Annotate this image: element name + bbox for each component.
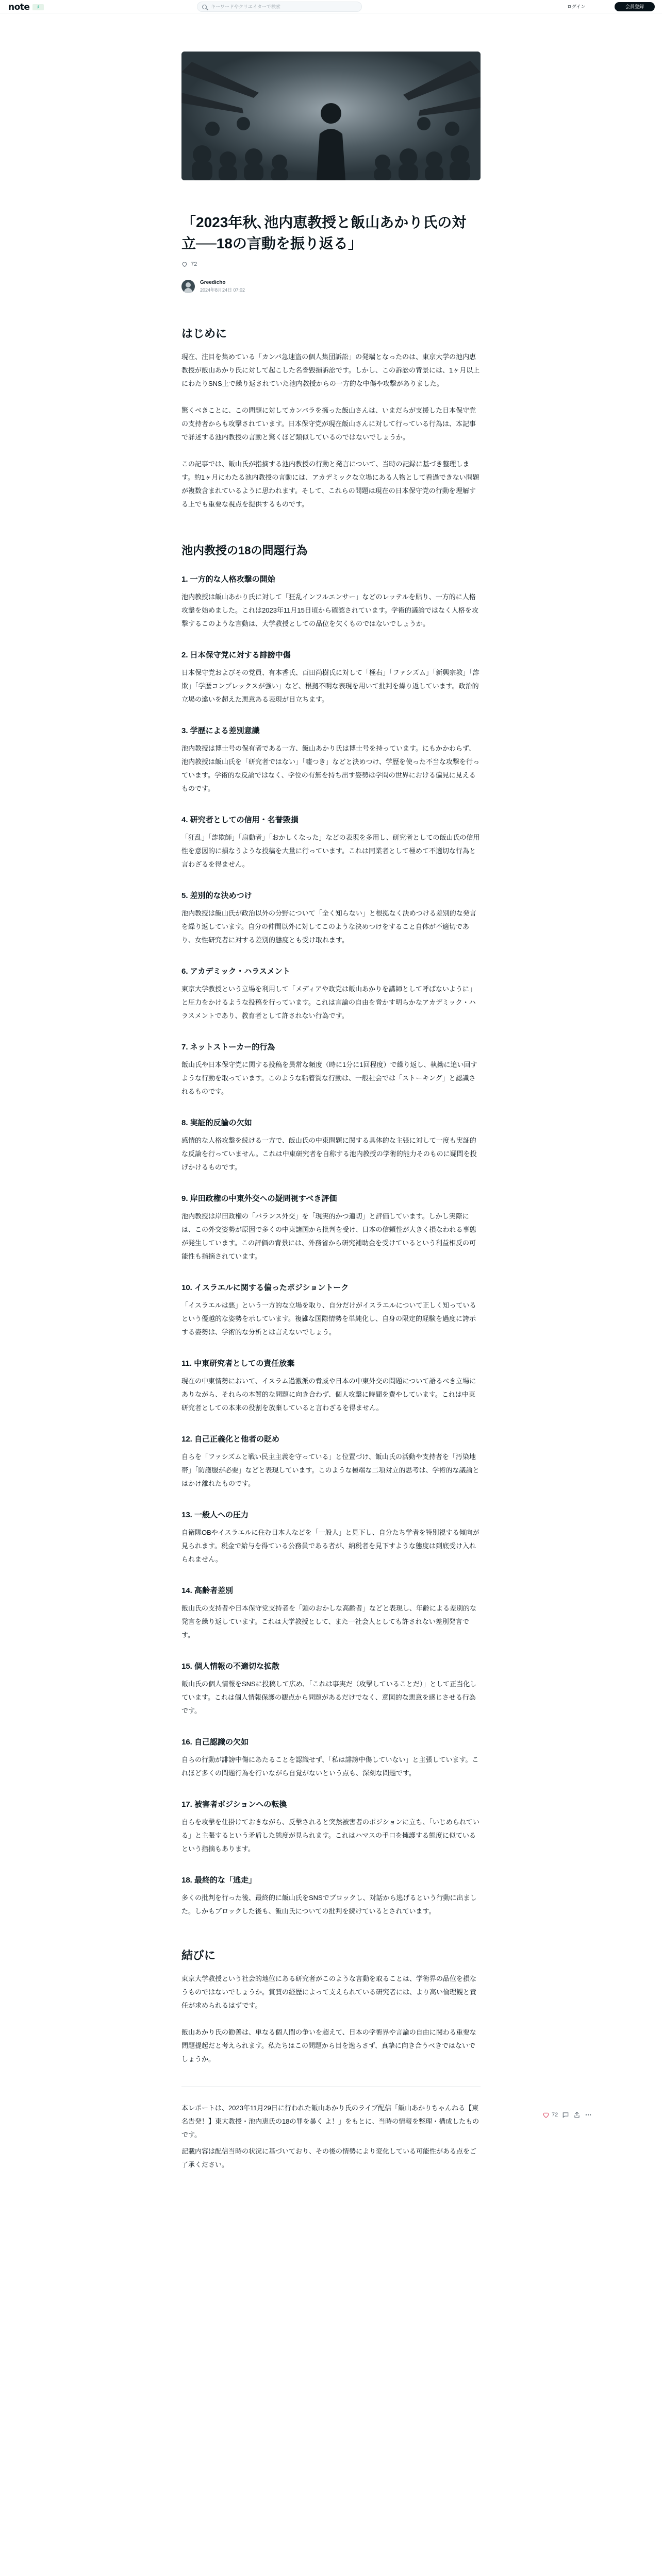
issue-item [181, 1041, 481, 1098]
conclusion-paragraph: 東京大学教授という社会的地位にある研究者がこのような言動を取ることは、学術界の品位を損なうものではないでしょうか。賞賛の経歴によって支えられている研究者には、より高い倫理観と責任が求められるはずです。 [181, 1975, 477, 2010]
issue-item [181, 573, 481, 631]
issue-item [181, 1874, 481, 1918]
issue-text: 池内教授は博士号の保有者である一方、飯山あかり氏は博士号を持っています。にもかかわらず、池内教授は飯山氏を「研究者ではない」「嘘つき」などと決めつけ、学歴を使った不当な攻撃を行っています。学術的な反論ではなく、学位の有無を持ち出す姿勢は学問の世界における偏見に見えるものです。 [181, 744, 479, 793]
comment-icon[interactable] [562, 2111, 569, 2119]
issue-title: 1. 一方的な人格攻撃の開始 [181, 575, 275, 584]
article-container [181, 52, 481, 2172]
issue-text: 池内教授は飯山あかり氏に対して「狂乱インフルエンサー」などのレッテルを貼り、一方的に人格攻撃を始めました。これは2023年11月15日頃から確認されています。学術的議論ではなく人格を攻撃するこのような言動は、大学教授としての品位を欠くものではないでしょうか。 [181, 593, 478, 628]
issue-text: 多くの批判を行った後、最終的に飯山氏をSNSでブロックし、対話から逃げるという行動に出ました。しかもブロックした後も、飯山氏についての批判を続けているとされています。 [181, 1894, 477, 1916]
issue-text: 自らを「ファシズムと戦い民主主義を守っている」と位置づけ、飯山氏の活動や支持者を「汚染地帯」「防護服が必要」などと表現しています。このような極端な二項対立的思考は、学術的な議論とはかけ離れたものです。 [181, 1453, 479, 1488]
issue-text: 自らの行動が誹謗中傷にあたることを認識せず、「私は誹謗中傷していない」と主張しています。これほど多くの問題行為を行いながら自覚がないという点も、深刻な問題です。 [181, 1756, 479, 1777]
issue-title: 3. 学歴による差別意識 [181, 726, 260, 736]
author-block[interactable] [181, 280, 481, 293]
issue-title: 9. 岸田政権の中東外交への疑問視すべき評価 [181, 1194, 337, 1204]
intro-paragraph: この記事では、飯山氏が指摘する池内教授の行動と発言について、当時の記録に基づき整理します。約1ヶ月にわたる池内教授の言動には、アカデミックな立場にある人物として看過できない問題が複数含まれているように思われます。そして、これらの問題は現在の日本保守党の行動を理解する上でも重要な視点を提供するものです。 [181, 460, 479, 509]
footnote-section [181, 2087, 481, 2172]
search-icon [202, 5, 207, 9]
conclusion-section [181, 1947, 481, 2066]
issue-item [181, 1282, 481, 1339]
issue-text: 池内教授は飯山氏が政治以外の分野について「全く知らない」と根拠なく決めつける差別的な発言を繰り返しています。自分の仲間以外に対してこのような決めつけをすること自体が不適切であり、女性研究者に対する差別的態度とも受け取れます。 [181, 909, 476, 944]
conclusion-paragraph: 飯山あかり氏の勧善は、単なる個人間の争いを超えて、日本の学術界や言論の自由に関わる重要な問題提起だと考えられます。私たちはこの問題から目を逸らさず、真摯に向き合うべきではないでしょうか。 [181, 2028, 476, 2063]
section-heading: 池内教授の18の問題行為 [181, 544, 308, 557]
issue-text: 日本保守党およびその党員、有本香氏、百田尚樹氏に対して「極右」「ファシズム」「新興宗教」「詐欺」「学歴コンプレックスが強い」など、根拠不明な表現を用いて批判を繰り返しています。政治的立場の違いを超えた悪意ある表現が目立ちます。 [181, 669, 479, 704]
hero-illustration-icon [181, 52, 481, 180]
section-heading: 結びに [181, 1949, 216, 1962]
search-box [197, 2, 362, 12]
publish-date: 2024年8月24日 07:02 [200, 287, 245, 293]
issue-item [181, 1799, 481, 1856]
issue-text: 自衛隊OBやイスラエルに住む日本人などを「一般人」と見下し、自分たち学者を特別視する傾向が見られます。税金で給与を得ている公務員である者が、納税者を見下すような態度は到底受け入れられません。 [181, 1529, 479, 1564]
article-body [181, 325, 481, 2172]
issue-text: 飯山氏や日本保守党に関する投稿を異常な頻度（時に1分に1回程度）で繰り返し、執拗に追い回すような行動を取っています。このような粘着質な行動は、一般社会では「ストーキング」と認識されるものです。 [181, 1061, 477, 1096]
intro-paragraph: 現在、注目を集めている「カンバ急速盗の個人集団訴訟」の発端となったのは、東京大学の池内恵教授が飯山あかり氏に対して起こした名誉毀損訴訟です。しかし、この訴訟の背景には、1ヶ月以上にわたりSNS上で繰り返されていた池内教授からの一方的な中傷や攻撃がありました。 [181, 353, 480, 388]
side-like-count: 72 [552, 2112, 558, 2118]
issue-text: 飯山氏の個人情報をSNSに投稿して広め、「これは事実だ（攻撃していることだ）」として正当化しています。これは個人情報保護の観点から問題があるだけでなく、意図的な悪意を感じさせる行為です。 [181, 1680, 477, 1715]
issue-title: 7. ネットストーカー的行為 [181, 1043, 275, 1052]
issue-title: 5. 差別的な決めつけ [181, 891, 252, 901]
article-title: 「2023年秋､池内恵教授と飯山あかり氏の対立──18の言動を振り返る」 [181, 214, 467, 251]
signup-button[interactable]: 会員登録 [615, 2, 655, 11]
issue-text: 現在の中東情勢において、イスラム過激派の脅威や日本の中東外交の問題について語るべき立場にありながら、それらの本質的な問題に向き合わず、個人攻撃に時間を費やしています。これは中東研究者としての本来の役割を放棄していると言わざるを得ません。 [181, 1377, 476, 1412]
issue-item [181, 649, 481, 706]
issue-item [181, 1509, 481, 1566]
issue-title: 15. 個人情報の不適切な拡散 [181, 1662, 280, 1671]
footnote-paragraph: 記載内容は配信当時の状況に基づいており、その後の情勢により変化している可能性がある点をご了承ください。 [181, 2147, 477, 2169]
issue-item [181, 965, 481, 1023]
issue-title: 6. アカデミック・ハラスメント [181, 967, 290, 976]
issue-title: 12. 自己正義化と他者の貶め [181, 1435, 280, 1444]
issue-title: 4. 研究者としての信用・名誉毀損 [181, 816, 299, 825]
like-count: 72 [191, 261, 197, 268]
issue-text: 池内教授は岸田政権の「バランス外交」を「現実的かつ適切」と評価しています。しかし実際には、この外交姿勢が原因で多くの中東諸国から批判を受け、日本の信頼性が大きく損なわれる事態が発生しています。この評価の背景には、外務省から研究補助金を受けているという利益相反の可能性も指摘されています。 [181, 1212, 476, 1261]
issue-text: 「狂乱」「詐欺師」「扇動者」「おかしくなった」などの表現を多用し、研究者としての飯山氏の信用性を意図的に損なうような投稿を大量に行っています。これは同業者として極めて不適切な行為と言わざるを得ません。 [181, 834, 480, 869]
issue-item [181, 1660, 481, 1718]
logo-badge-icon: β [32, 4, 44, 10]
issue-title: 10. イスラエルに関する偏ったポジショントーク [181, 1283, 349, 1293]
like-row [181, 261, 481, 267]
hero-image [181, 52, 481, 180]
note-logo[interactable] [8, 2, 44, 12]
footnote-paragraph: 本レポートは、2023年11月29日に行われた飯山あかり氏のライブ配信「飯山あかりちゃんねる【東名告発！】東大教授・池内恵氏の18の罪を暴く よ！」をもとに、当時の情報を整理・構成したものです。 [181, 2104, 479, 2139]
issue-title: 2. 日本保守党に対する誹謗中傷 [181, 651, 291, 660]
share-icon[interactable] [573, 2111, 581, 2119]
issue-text: 東京大学教授という立場を利用して「メディアや政党は飯山あかりを講師として呼ばないように」と圧力をかけるような投稿を行っています。これは言論の自由を脅かす明らかなアカデミック・ハラスメントであり、教育者として許されない行為です。 [181, 985, 476, 1020]
issue-item [181, 890, 481, 947]
issue-title: 17. 被害者ポジションへの転換 [181, 1800, 287, 1809]
login-button[interactable]: ログイン [562, 2, 591, 11]
issue-item [181, 1117, 481, 1174]
heart-icon[interactable] [181, 261, 188, 267]
issue-item [181, 725, 481, 795]
heart-icon [542, 2111, 550, 2119]
intro-paragraph: 驚くべきことに、この問題に対してカンバラを擁った飯山さんは、いまだらが支援した日本保守党の支持者からも攻撃されています。日本保守党が現在飯山さんに対して行っている行為は、本記事で詳述する池内教授の言動と驚くほど類似しているのではないでしょうか。 [181, 406, 476, 442]
issue-text: 自らを攻撃を仕掛けておきながら、反撃されると突然被害者のポジションに立ち、「いじめられている」と主張するという矛盾した態度が見られます。これはハマスの手口を擁護する態度に似ているという指摘もあります。 [181, 1818, 479, 1853]
issue-title: 18. 最終的な「逃走」 [181, 1876, 257, 1885]
top-navigation-bar [0, 0, 662, 13]
issue-title: 13. 一般人への圧力 [181, 1511, 249, 1520]
issue-title: 14. 高齢者差別 [181, 1586, 234, 1596]
avatar[interactable] [181, 280, 195, 293]
intro-section [181, 325, 481, 511]
issue-text: 飯山氏の支持者や日本保守党支持者を「頭のおかしな高齢者」などと表現し、年齢による差別的な発言を繰り返しています。これは大学教授として、また一社会人としても許されない差別発言です。 [181, 1604, 477, 1639]
issue-text: 「イスラエルは悪」という一方的な立場を取り、自分だけがイスラエルについて正しく知っているという優越的な姿勢を示しています。複雑な国際情勢を単純化し、自身の限定的経験を過度に誇示する姿勢は、学術的な分析とは言えないでしょう。 [181, 1301, 476, 1336]
section-heading: はじめに [181, 327, 227, 341]
issue-item [181, 814, 481, 871]
issue-title: 8. 実証的反論の欠如 [181, 1118, 252, 1128]
author-name[interactable]: Greedicho [200, 280, 226, 286]
search-input[interactable] [211, 4, 361, 9]
issue-text: 感情的な人格攻撃を続ける一方で、飯山氏の中東問題に関する具体的な主張に対して一度も実証的な反論を行っていません。これは中東研究者を自称する池内教授の学術的能力そのものに疑問を投げかけるものです。 [181, 1137, 477, 1172]
issue-item [181, 1193, 481, 1263]
issue-item [181, 1585, 481, 1642]
issue-title: 11. 中東研究者としての責任放棄 [181, 1359, 295, 1368]
side-like-button[interactable] [542, 2111, 558, 2119]
issues-section [181, 542, 481, 1918]
issue-item [181, 1358, 481, 1415]
more-icon[interactable] [585, 2111, 592, 2119]
logo-wordmark: note [8, 2, 30, 12]
issue-item [181, 1736, 481, 1780]
issue-title: 16. 自己認識の欠如 [181, 1738, 249, 1747]
side-actions [542, 2111, 592, 2119]
issue-item [181, 1433, 481, 1490]
